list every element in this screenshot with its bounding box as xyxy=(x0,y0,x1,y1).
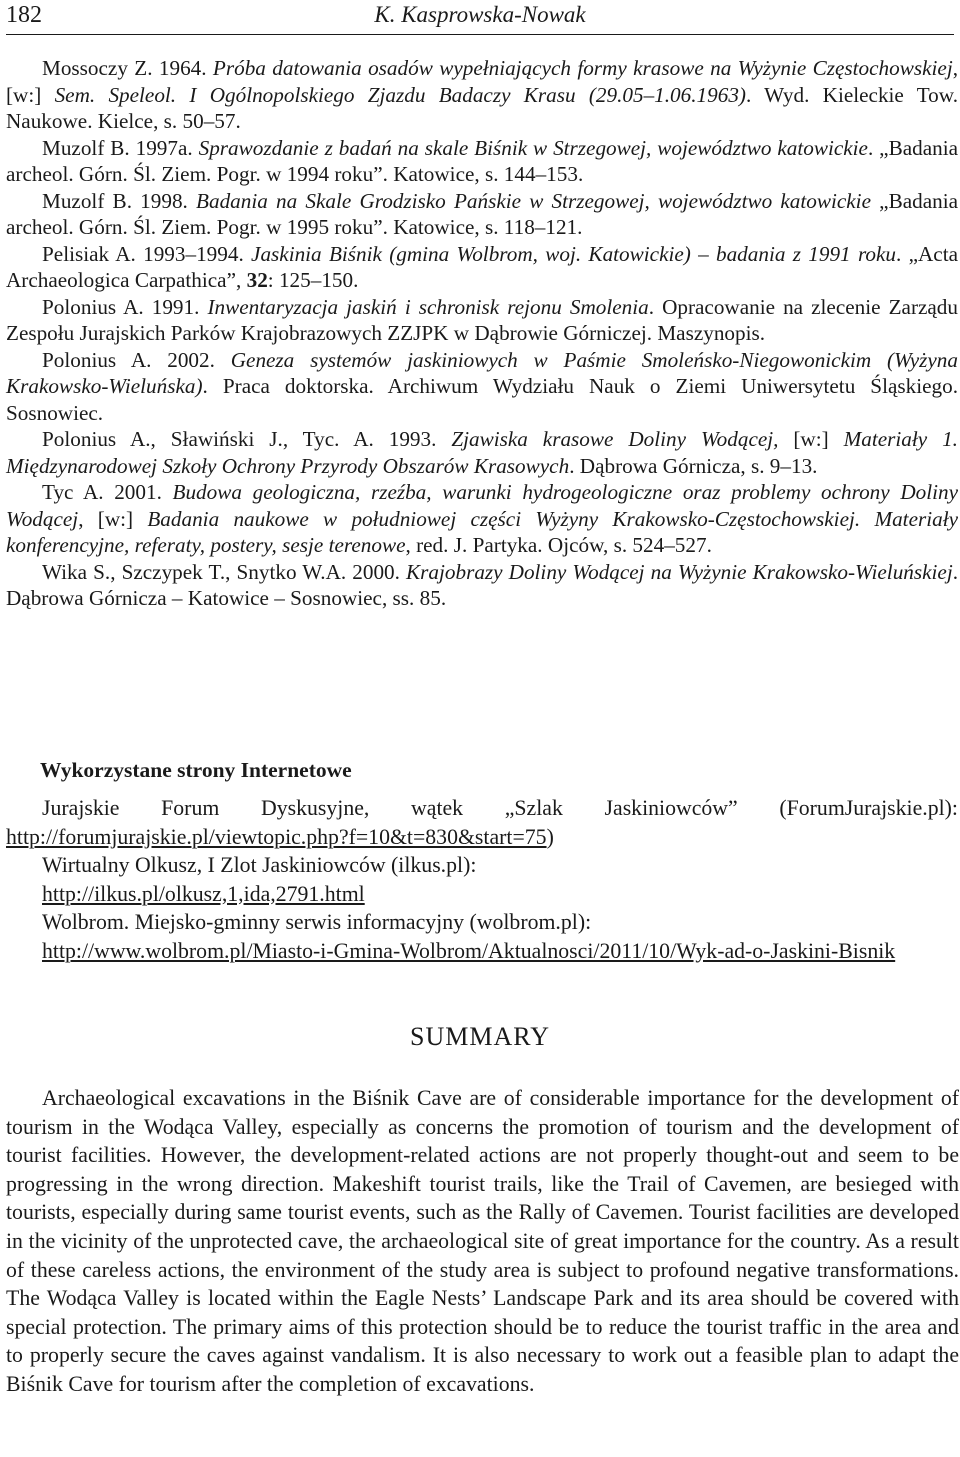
reference-entry xyxy=(6,347,958,427)
reference-text: : 125–150. xyxy=(267,268,359,292)
reference-title: Materiały 1. Międzynarodowej Szkoły Ochrony Przyrody Obszarów Krasowych xyxy=(6,427,958,478)
reference-title: Krajobrazy Doliny Wodącej na Wyżynie Krakowsko-Wieluńskiej xyxy=(406,559,953,584)
reference-text: Muzolf B. 1998. xyxy=(42,188,197,213)
reference-entry xyxy=(6,241,958,294)
reference-text: , [w:] xyxy=(6,56,958,107)
reference-text: . Praca doktorska. Archiwum Wydziału Nauk o Ziemi Uniwersytetu Śląskiego. Sosnowiec. xyxy=(6,374,958,425)
reference-entry xyxy=(6,479,958,559)
web-source-link[interactable]: http://forumjurajskie.pl/viewtopic.php?f=10&t=830&start=75 xyxy=(6,824,547,849)
reference-title: Badania na Skale Grodzisko Pańskie w Strzegowej, województwo katowickie xyxy=(196,188,871,213)
web-source-text: Wirtualny Olkusz, I Zlot Jaskiniowców (ilkus.pl): xyxy=(42,853,477,877)
reference-text: . Dąbrowa Górnicza, s. 9–13. xyxy=(569,453,818,478)
reference-text: . Dąbrowa Górnicza – Katowice – Sosnowiec, ss. 85. xyxy=(6,559,959,610)
reference-text: Polonius A., Sławiński J., Tyc. A. 1993. xyxy=(42,427,452,451)
reference-text: Pelisiak A. 1993–1994. xyxy=(42,241,252,266)
reference-text: Mossoczy Z. 1964. xyxy=(42,56,213,80)
reference-text: „Badania archeol. Górn. Śl. Ziem. Pogr. w 1995 roku”. Katowice, s. 118–121. xyxy=(6,188,958,239)
reference-text: . Wyd. Kieleckie Tow. Naukowe. Kielce, s. 50–57. xyxy=(6,82,958,133)
reference-text: . Opracowanie na zlecenie Zarządu Zespołu Jurajskich Parków Krajobrazowych ZZJPK w Dąbrowie Górniczej. Maszynopis. xyxy=(6,294,958,345)
reference-title: Jaskinia Biśnik (gmina Wolbrom, woj. Katowickie) – badania z 1991 roku xyxy=(251,241,896,266)
reference-title: Sem. Speleol. I Ogólnopolskiego Zjazdu Badaczy Krasu (29.05–1.06.1963) xyxy=(54,82,746,107)
reference-entry xyxy=(6,294,958,347)
running-head: K. Kasprowska-Nowak xyxy=(374,2,586,27)
reference-title: Geneza systemów jaskiniowych w Paśmie Smoleńsko-Niegowonickim (Wyżyna Krakowsko-Wieluńska) xyxy=(6,347,958,398)
reference-text: . „Badania archeol. Górn. Śl. Ziem. Pogr. w 1994 roku”. Katowice, s. 144–153. xyxy=(6,135,958,186)
web-source-link[interactable]: http://ilkus.pl/olkusz,1,ida,2791.html xyxy=(42,881,365,906)
reference-title: Sprawozdanie z badań na skale Biśnik w Strzegowej, województwo katowickie xyxy=(198,135,868,160)
reference-title: Budowa geologiczna, rzeźba, warunki hydrogeologiczne oraz problemy ochrony Doliny Wodącej xyxy=(6,480,958,531)
web-source-text: Jurajskie Forum Dyskusyjne, wątek „Szlak Jaskiniowców” (ForumJurajskie.pl): xyxy=(42,796,958,820)
reference-text: [w:] xyxy=(778,427,844,451)
reference-text: Polonius A. 2002. xyxy=(42,347,231,372)
reference-text: Tyc A. 2001. xyxy=(42,480,173,504)
reference-text: . „Acta Archaeologica Carpathica”, xyxy=(6,241,958,292)
reference-text: , [w:] xyxy=(78,506,148,531)
web-sources-list xyxy=(6,794,958,965)
reference-entry xyxy=(6,426,958,479)
web-source-entry xyxy=(6,794,958,851)
reference-entry xyxy=(6,55,958,135)
reference-title: Próba datowania osadów wypełniających formy krasowe na Wyżynie Częstochowskiej xyxy=(212,56,953,80)
web-sources-heading: Wykorzystane strony Internetowe xyxy=(40,758,352,782)
page-number: 182 xyxy=(6,2,42,28)
reference-entry xyxy=(6,559,958,612)
reference-entry xyxy=(6,188,958,241)
reference-list xyxy=(6,55,958,612)
reference-text: , red. J. Partyka. Ojców, s. 524–527. xyxy=(405,533,712,557)
web-source-link[interactable]: http://www.wolbrom.pl/Miasto-i-Gmina-Wolbrom/Aktualnosci/2011/10/Wyk-ad-o-Jaskini-Bisnik xyxy=(42,938,896,963)
web-source-entry xyxy=(6,851,958,880)
reference-text: 32 xyxy=(246,268,268,292)
web-source-text-end: ) xyxy=(546,824,554,849)
reference-title: Inwentaryzacja jaskiń i schronisk rejonu Smolenia xyxy=(207,294,649,319)
reference-text: Muzolf B. 1997a. xyxy=(42,135,199,160)
reference-entry xyxy=(6,135,958,188)
summary-paragraph: Archaeological excavations in the Biśnik Cave are of considerable importance for the development of tourism in the Wodąca Valley, especially as concerns the promotion of tourism and the development of tourist facilities. However, the development-related actions are not properly thought-out and seem to be progressing in the wrong direction. Makeshift tourist trails, like the Trail of Cavemen, are besieged with tourists, especially during same tourist events, such as the Rally of Cavemen. Tourist facilities are developed in the vicinity of the unprotected cave, the archaeological site of great importance for the country. As a result of these careless actions, the environment of the study area is subject to profound negative transformations. The Wodąca Valley is located within the Eagle Nests’ Landscape Park and its area should be covered with special protection. The primary aims of this protection should be to reduce the tourist traffic in the area and to properly secure the caves against vandalism. It is also necessary to work out a feasible plan to adapt the Biśnik Cave for tourism after the completion of excavations. xyxy=(6,1086,959,1396)
page-header xyxy=(6,0,954,35)
web-source-url-line xyxy=(6,937,958,966)
reference-text: Polonius A. 1991. xyxy=(42,294,208,319)
web-source-entry xyxy=(6,908,958,937)
reference-title: Zjawiska krasowe Doliny Wodącej, xyxy=(451,427,779,451)
reference-title: Badania naukowe w południowej części Wyżyny Krakowsko-Częstochowskiej. Materiały konferencyjne, referaty, postery, sesje terenowe xyxy=(6,506,958,557)
summary-title: SUMMARY xyxy=(410,1022,550,1051)
web-source-text: Wolbrom. Miejsko-gminny serwis informacyjny (wolbrom.pl): xyxy=(42,910,592,934)
web-source-url-line xyxy=(6,880,958,909)
reference-text: Wika S., Szczypek T., Snytko W.A. 2000. xyxy=(42,559,407,584)
